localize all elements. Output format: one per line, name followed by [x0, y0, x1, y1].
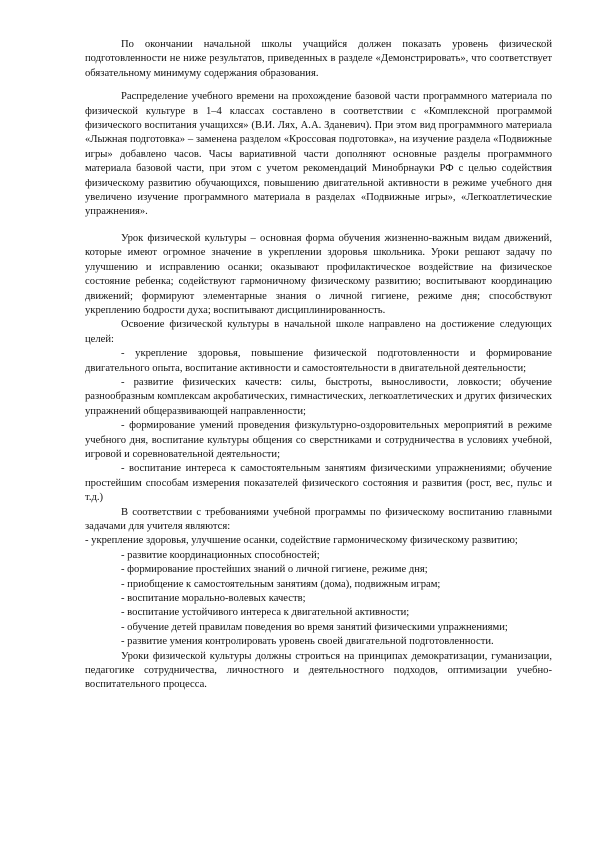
task-item: - обучение детей правилам поведения во время занятий физическими упражнениями; [121, 621, 508, 633]
task-item: - воспитание устойчивого интереса к двигательной активности; [121, 607, 410, 619]
goal-item: - развитие физических качеств: силы, быстроты, выносливости, ловкости; обучение разнообразным комплексам акробатических, гимнастических, легкоатлетических и других физических упражнений общеразвивающей направленности; [85, 376, 552, 417]
goal-item: - укрепление здоровья, повышение физической подготовленности и формирование двигательного опыта, воспитание активности и самостоятельности в двигательной деятельности; [85, 348, 552, 374]
task-item: - укрепление здоровья, улучшение осанки, содействие гармоническому физическому развитию; [85, 535, 518, 547]
paragraph-tasks-intro: В соответствии с требованиями учебной программы по физическому воспитанию главными задачами для учителя являются: [85, 506, 552, 532]
task-item: - формирование простейших знаний о личной гигиене, режиме дня; [121, 564, 428, 576]
tasks-list [85, 534, 552, 649]
paragraph-time-distribution: Распределение учебного времени на прохождение базовой части программного материала по физической культуре в 1–4 классах составлено в соответствии с «Комплексной программой физического воспитания учащихся» (В.И. Лях, А.А. Зданевич). При этом вид программного материала «Лыжная подготовка» – заменена разделом «Кроссовая подготовка», на изучение раздела «Подвижные игры» добавлено часов. Часы вариативной части дополняют основные разделы программного материала базовой части, при этом с учетом рекомендаций Минобрнауки РФ с целью содействия физическому развитию обучающихся, повышению двигательной активности в режиме учебного дня увеличено изучение программного материала в разделах «Подвижные игры», «Легкоатлетические упражнения». [85, 91, 552, 218]
paragraph-closing: Уроки физической культуры должны строиться на принципах демократизации, гуманизации, педагогике сотрудничества, личностного и деятельностного подходов, оптимизации учебно-воспитательного процесса. [85, 650, 552, 691]
document-page [85, 38, 552, 693]
goals-list [85, 347, 552, 505]
goal-item: - воспитание интереса к самостоятельным занятиям физическими упражнениями; обучение простейшим способам измерения показателей физического состояния и развития (рост, вес, пульс и т.д.) [85, 463, 552, 504]
task-item: - развитие умения контролировать уровень своей двигательной подготовленности. [121, 636, 494, 648]
paragraph-intro: По окончании начальной школы учащийся должен показать уровень физической подготовленности не ниже результатов, приведенных в разделе «Демонстрировать», что соответствует обязательному минимуму содержания образования. [85, 39, 552, 79]
task-item: - приобщение к самостоятельным занятиям (дома), подвижным играм; [121, 578, 441, 590]
goal-item: - формирование умений проведения физкультурно-оздоровительных мероприятий в режиме учебного дня, воспитание культуры общения со сверстниками и сотрудничества в условиях учебной, игровой и соревновательной деятельности; [85, 420, 552, 460]
task-item: - развитие координационных способностей; [121, 549, 320, 561]
paragraph-goals-intro: Освоение физической культуры в начальной школе направлено на достижение следующих целей: [85, 319, 552, 345]
task-item: - воспитание морально-волевых качеств; [121, 593, 306, 605]
paragraph-lesson: Урок физической культуры – основная форма обучения жизненно-важным видам движений, которые имеют огромное значение в укреплении здоровья школьника. Уроки решают задачу по улучшению и исправлению осанки; оказывают профилактическое воздействие на физическое состояние ребенка; содействуют гармоничному физическому развитию; воспитывают координацию движений; формируют элементарные знания о личной гигиене, режиме дня; способствуют укреплению бодрости духа; воспитывают дисциплинированность. [85, 232, 552, 316]
